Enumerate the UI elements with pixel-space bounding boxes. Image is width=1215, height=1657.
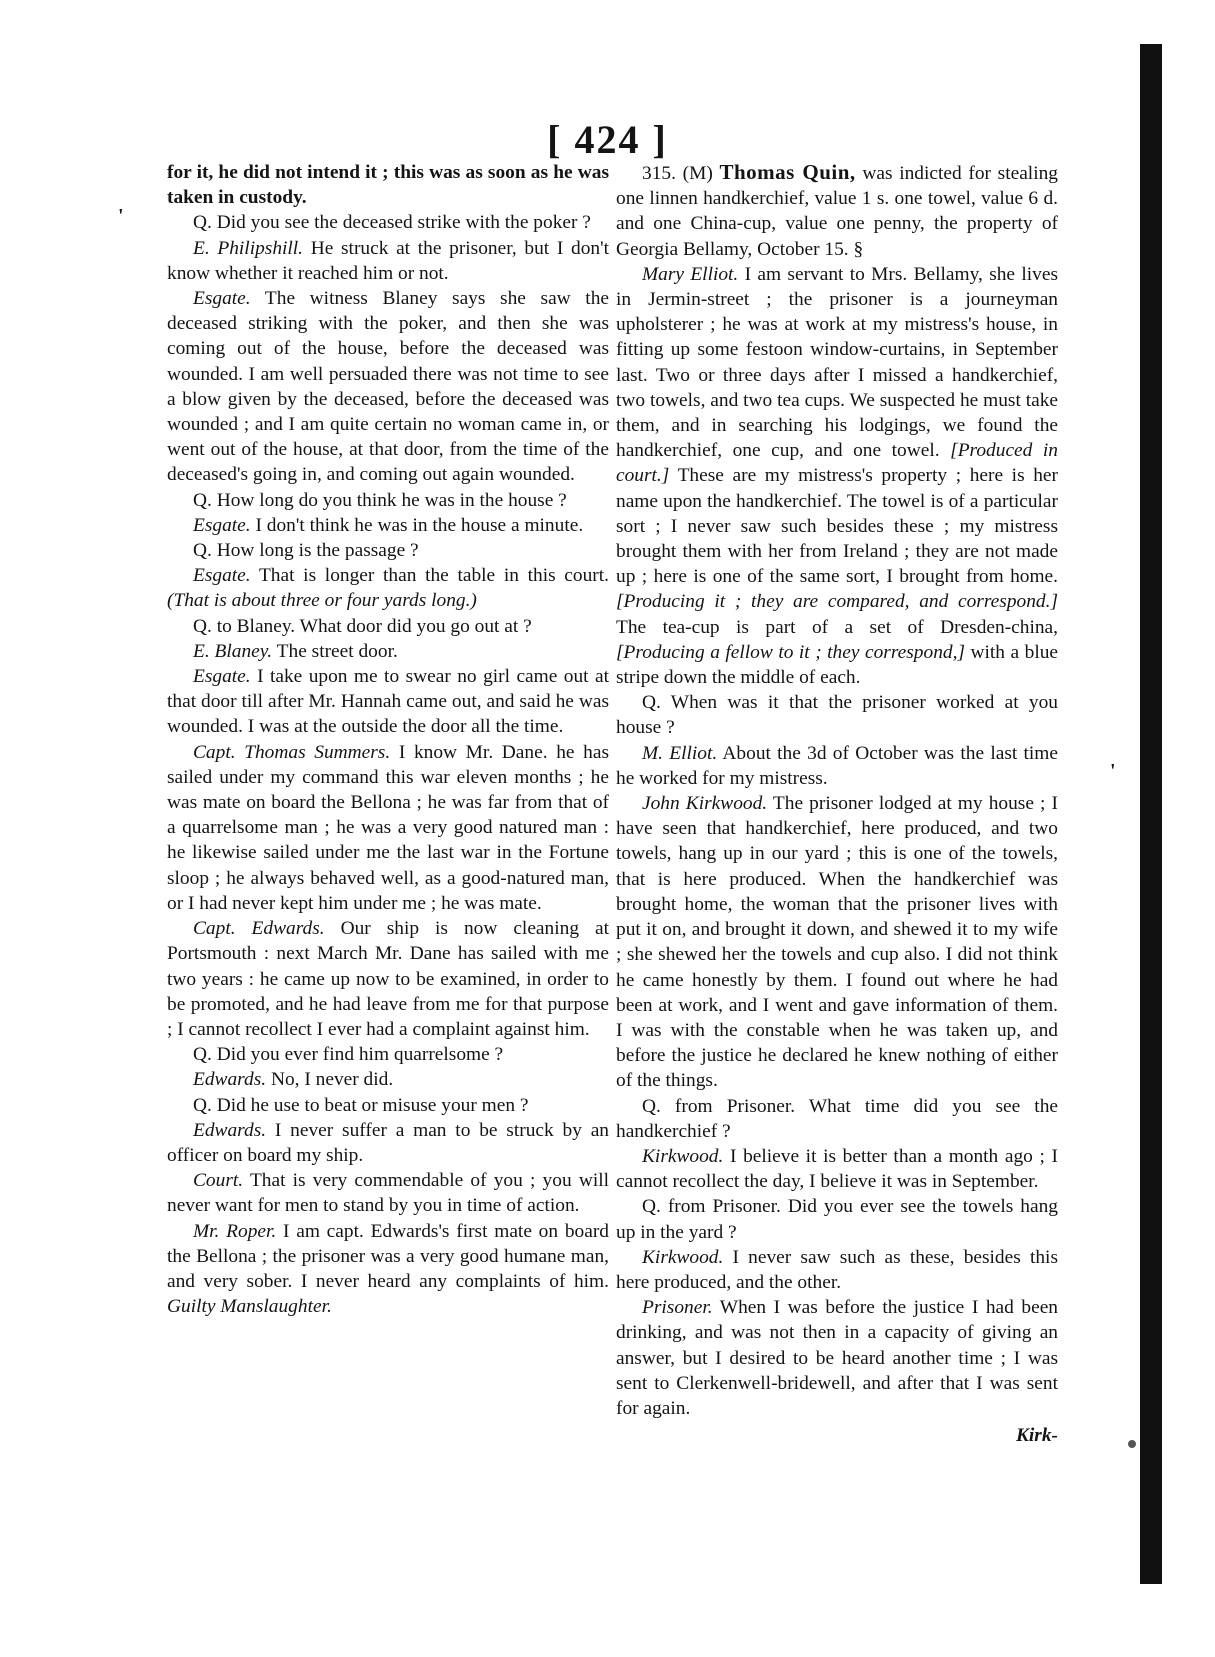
- speaker-name: Edwards.: [193, 1119, 267, 1141]
- paragraph: Esgate. I don't think he was in the house a minute.: [193, 514, 584, 536]
- margin-mark: ': [1110, 760, 1116, 782]
- speaker-name: Prisoner.: [642, 1297, 713, 1319]
- paragraph: John Kirkwood. The prisoner lodged at my house ; I have seen that handkerchief, here produced, and two towels, hang up in our yard ; this is one of the towels, that is here produced. When the handkerchief was brought home, the woman that the prisoner lives with put it on, and brought it down, and shewed it to my wife ; she shewed her the towels and cup also. I did not think he came honestly by them. I found out where he had been at work, and I went and gave information of them. I was with the constable when he was taken up, and before the justice he declared he knew nothing of either of the things.: [616, 793, 1059, 1092]
- defendant-name: Thomas Quin,: [719, 160, 856, 184]
- speaker-name: Esgate.: [193, 666, 251, 688]
- scan-speck: [1128, 1440, 1136, 1448]
- speaker-name: Kirkwood.: [642, 1246, 724, 1268]
- paragraph: Q. How long do you think he was in the house ?: [193, 489, 567, 511]
- speaker-name: Mary Elliot.: [642, 263, 739, 285]
- court-note: (That is about three or four yards long.): [167, 590, 477, 612]
- speaker-name: Mr. Roper.: [193, 1220, 277, 1242]
- verdict: Guilty Manslaughter.: [167, 1296, 332, 1318]
- speaker-name: Capt. Edwards.: [193, 918, 325, 940]
- court-note: [Produced in court.]: [616, 440, 1058, 487]
- paragraph: Capt. Edwards. Our ship is now cleaning at Portsmouth : next March Mr. Dane has sailed with me two years : he came up now to be examined, in order to be promoted, and he had leave from me for that purpose ; I cannot recollect I ever had a complaint against him.: [167, 918, 609, 1040]
- paragraph: Esgate. That is longer than the table in this court. (That is about three or four yards long.): [167, 565, 609, 612]
- court-note: [Producing it ; they are compared, and correspond.]: [616, 591, 1058, 613]
- paragraph: Q. Did he use to beat or misuse your men ?: [193, 1094, 529, 1116]
- speaker-name: Esgate.: [193, 565, 251, 587]
- paragraph: Q. Did you ever find him quarrelsome ?: [193, 1044, 504, 1066]
- speaker-name: Court.: [193, 1170, 244, 1192]
- case-number: 315. (M): [642, 163, 713, 184]
- court-note: [Producing a fellow to it ; they correspond,]: [616, 641, 965, 663]
- paragraph: Q. from Prisoner. Did you ever see the towels hang up in the yard ?: [616, 1196, 1058, 1243]
- speaker-name: Edwards.: [193, 1069, 267, 1091]
- speaker-name: John Kirkwood.: [642, 793, 768, 815]
- paragraph: for it, he did not intend it ; this was as soon as he was taken in custody.: [167, 162, 609, 209]
- paragraph: Kirkwood. I never saw such as these, besides this here produced, and the other.: [616, 1246, 1058, 1293]
- paragraph: Kirkwood. I believe it is better than a month ago ; I cannot recollect the day, I believe it was in September.: [616, 1145, 1058, 1193]
- paragraph: Edwards. No, I never did.: [193, 1069, 394, 1091]
- speaker-name: Capt. Thomas Summers.: [193, 741, 391, 763]
- speaker-name: Kirkwood.: [642, 1145, 724, 1167]
- speaker-name: E. Philipshill.: [193, 237, 304, 259]
- speaker-name: Esgate.: [193, 288, 251, 310]
- scan-edge-shadow: [1140, 44, 1162, 1584]
- paragraph: E. Blaney. The street door.: [193, 640, 398, 662]
- paragraph: Q. to Blaney. What door did you go out at ?: [193, 615, 532, 637]
- speaker-name: M. Elliot.: [642, 742, 718, 764]
- paragraph: Mr. Roper. I am capt. Edwards's first mate on board the Bellona ; the prisoner was a very good humane man, and very sober. I never heard any complaints of him. Guilty Manslaughter.: [167, 1220, 609, 1318]
- paragraph: Q. When was it that the prisoner worked at you house ?: [616, 692, 1058, 739]
- paragraph: Esgate. The witness Blaney says she saw the deceased striking with the poker, and then she was coming out of the house, before the deceased was wounded. I am well persuaded there was not time to see a blow given by the deceased, before the deceased was wounded ; and I am quite certain no woman came in, or went out of the house, at that door, from the time of the deceased's going in, and coming out again wounded.: [167, 288, 609, 486]
- paragraph: Q. Did you see the deceased strike with the poker ?: [193, 212, 591, 234]
- left-column: [167, 160, 609, 1319]
- speaker-name: Esgate.: [193, 514, 251, 536]
- paragraph: E. Philipshill. He struck at the prisoner, but I don't know whether it reached him or not.: [167, 237, 609, 284]
- page-number: [ 424 ]: [547, 117, 668, 162]
- paragraph: Esgate. I take upon me to swear no girl came out at that door till after Mr. Hannah came out, and said he was wounded. I was at the outside the door all the time.: [167, 666, 609, 738]
- paragraph: Court. That is very commendable of you ; you will never want for men to stand by you in time of action.: [167, 1170, 609, 1217]
- catchword: Kirk-: [1015, 1425, 1058, 1447]
- paragraph: Prisoner. When I was before the justice I had been drinking, and was not then in a capacity of giving an answer, but I desired to be heard another time ; I was sent to Clerkenwell-bridewell, and after that I was sent for again.: [616, 1297, 1058, 1419]
- paragraph: Edwards. I never suffer a man to be struck by an officer on board my ship.: [167, 1119, 609, 1166]
- paragraph: Q. from Prisoner. What time did you see the handkerchief ?: [616, 1095, 1058, 1142]
- paragraph: Capt. Thomas Summers. I know Mr. Dane. he has sailed under my command this war eleven months ; he was mate on board the Bellona ; he was far from that of a quarrelsome man ; he was a very good natured man : he likewise sailed under me the last war in the Fortune sloop ; he always behaved well, as a good-natured man, or I had never kept him under me ; he was mate.: [167, 741, 609, 914]
- indictment-paragraph: 315. (M) Thomas Quin, was indicted for stealing one linnen handkerchief, value 1 s. one towel, value 6 d. and one China-cup, value one penny, the property of Georgia Bellamy, October 15. §: [616, 160, 1058, 260]
- right-column: [616, 160, 1058, 1448]
- paragraph: Q. How long is the passage ?: [193, 540, 419, 562]
- paragraph: Mary Elliot. I am servant to Mrs. Bellamy, she lives in Jermin-street ; the prisoner is a journeyman upholsterer ; he was at work at my mistress's house, in fitting up some festoon window-curtains, in September last. Two or three days after I missed a handkerchief, two towels, and two tea cups. We suspected he must take them, and in searching his lodgings, we found the handkerchief, one cup, and one towel. [Produced in court.] These are my mistress's property ; here is her name upon the handkerchief. The towel is of a particular sort ; I never saw such besides these ; my mistress brought them with her from Ireland ; they are not made up ; here is one of the same sort, I brought from home. [Producing it ; they are compared, and correspond.] The tea-cup is part of a set of Dresden-china, [Producing a fellow to it ; they correspond,] with a blue stripe down the middle of each.: [616, 263, 1059, 689]
- speaker-name: E. Blaney.: [193, 640, 273, 662]
- paragraph: M. Elliot. About the 3d of October was the last time he worked for my mistress.: [616, 742, 1058, 789]
- margin-mark: ': [118, 205, 124, 227]
